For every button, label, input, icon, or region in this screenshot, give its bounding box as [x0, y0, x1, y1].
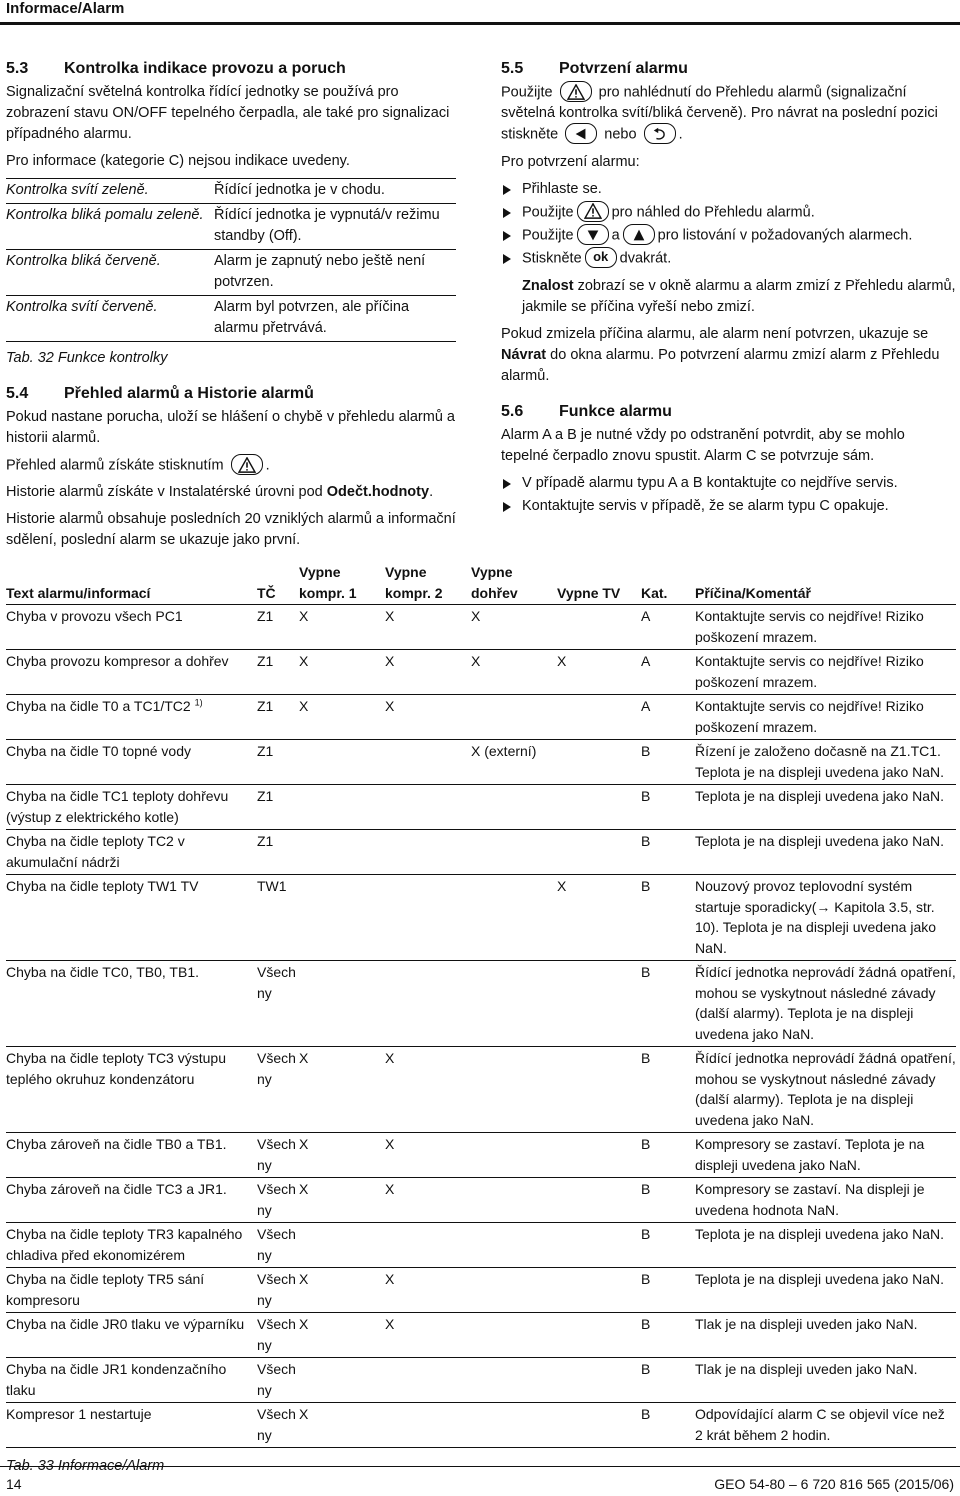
table-row [6, 695, 956, 740]
table-cell: TW1 [257, 875, 299, 961]
right-column [501, 58, 956, 523]
table-row [6, 1403, 956, 1448]
alarm-table [6, 562, 956, 1448]
table-cell: Teplota je na displeji uvedena jako NaN. [695, 1268, 956, 1313]
table-cell: Chyba v provozu všech PC1 [6, 605, 257, 650]
s55-paragraph-2: Pro potvrzení alarmu: [501, 153, 640, 170]
table-cell: X [471, 650, 557, 695]
table-cell [557, 1313, 641, 1358]
table-cell: B [641, 875, 695, 961]
table-cell: Chyba na čidle JR0 tlaku ve výparníku [6, 1313, 257, 1358]
header-rule [0, 22, 960, 25]
table-cell: B [641, 785, 695, 830]
table-cell [299, 875, 385, 961]
indicator-row [6, 250, 456, 296]
table-cell [385, 875, 471, 961]
table-cell: Chyba provozu kompresor a dohřev [6, 650, 257, 695]
table-cell [385, 961, 471, 1047]
table-cell [471, 695, 557, 740]
running-header: Informace/Alarm [6, 0, 125, 17]
alarm-warning-icon [231, 454, 263, 475]
table-cell [299, 740, 385, 785]
table-cell: Chyba na čidle T0 topné vody [6, 740, 257, 785]
table-cell: Všech ny [257, 1223, 299, 1268]
column-header: Vypne kompr. 2 [385, 562, 471, 605]
ok-button-icon: ok [585, 247, 617, 268]
step-scroll: Použijte a pro listování v požadovaných alarmech. [501, 225, 956, 246]
table-cell: Teplota je na displeji uvedena jako NaN. [695, 830, 956, 875]
column-header: Vypne dohřev [471, 562, 557, 605]
indicator-meaning: Řídící jednotka je vypnutá/v režimu standby (Off). [214, 204, 456, 250]
document-id: GEO 54-80 – 6 720 816 565 (2015/06) [714, 1476, 954, 1492]
step-open-overview: Použijte pro náhled do Přehledu alarmů. [501, 202, 956, 223]
table-cell: X [385, 1268, 471, 1313]
table-cell: Z1 [257, 785, 299, 830]
table-cell: Z1 [257, 695, 299, 740]
table-cell: X [299, 1313, 385, 1358]
table-cell: X [299, 1047, 385, 1133]
table-cell: B [641, 1403, 695, 1448]
table-cell [299, 830, 385, 875]
down-arrow-icon [577, 224, 609, 245]
table-cell: Tlak je na displeji uveden jako NaN. [695, 1358, 956, 1403]
s55-steps [501, 179, 956, 270]
table-cell [557, 1358, 641, 1403]
table-cell [471, 785, 557, 830]
left-column [6, 58, 456, 557]
return-icon [644, 123, 676, 144]
table-cell: Kompresory se zastaví. Na displeji je uvedena hodnota NaN. [695, 1178, 956, 1223]
table-cell [299, 785, 385, 830]
column-header: Vypne TV [557, 562, 641, 605]
indicator-row [6, 296, 456, 342]
table-cell [557, 1268, 641, 1313]
table-cell: X [385, 695, 471, 740]
table-cell [557, 740, 641, 785]
table-cell: B [641, 1223, 695, 1268]
column-header: TČ [257, 562, 299, 605]
s55-paragraph-3: Pokud zmizela příčina alarmu, ale alarm není potvrzen, ukazuje se Návrat do okna alarmu. Po potvrzení alarmu zmizí alarm z Přehledu alarmů. [501, 325, 940, 384]
section-5-5-heading: 5.5 Potvrzení alarmu [501, 60, 688, 77]
table-cell [385, 1403, 471, 1448]
s55-note: Znalost zobrazí se v okně alarmu a alarm zmizí z Přehledu alarmů, jakmile se příčina vyřeší nebo zmizí. [522, 277, 956, 315]
table-cell: Kontaktujte servis co nejdříve! Riziko poškození mrazem. [695, 650, 956, 695]
indicator-state: Kontrolka svítí zeleně. [6, 179, 214, 204]
table-cell: Z1 [257, 740, 299, 785]
table-cell: Teplota je na displeji uvedena jako NaN. [695, 785, 956, 830]
table-cell: Chyba na čidle TC1 teploty dohřevu (výstup z elektrického kotle) [6, 785, 257, 830]
table-cell: B [641, 1178, 695, 1223]
table-cell: A [641, 695, 695, 740]
footer-rule [0, 1466, 960, 1467]
table-cell [557, 1223, 641, 1268]
section-5-3-heading: 5.3 Kontrolka indikace provozu a poruch [6, 60, 346, 77]
table-cell: A [641, 650, 695, 695]
table-cell [557, 605, 641, 650]
table-cell: Chyba na čidle teploty TW1 TV [6, 875, 257, 961]
table-row [6, 650, 956, 695]
table-cell: Nouzový provoz teplovodní systém startuje sporadicky(→ Kapitola 3.5, str. 10). Teplota je na displeji uvedena jako NaN. [695, 875, 956, 961]
table-cell: Všech ny [257, 1047, 299, 1133]
table-cell [471, 1047, 557, 1133]
table-cell: X (externí) [471, 740, 557, 785]
table-cell: Chyba na čidle T0 a TC1/TC2 $^{1)}$ [6, 695, 257, 740]
table-row [6, 605, 956, 650]
table-row [6, 1358, 956, 1403]
table-cell: Chyba na čidle teploty TC3 výstupu teplého okruhuz kondenzátoru [6, 1047, 257, 1133]
table-cell [471, 1313, 557, 1358]
table-cell [471, 1178, 557, 1223]
column-header: Kat. [641, 562, 695, 605]
table-cell: X [299, 605, 385, 650]
table-cell: B [641, 961, 695, 1047]
indicator-row [6, 179, 456, 204]
table-cell: X [385, 605, 471, 650]
table-cell: B [641, 1133, 695, 1178]
table-cell: X [557, 650, 641, 695]
table-cell: Všech ny [257, 1403, 299, 1448]
section-5-6-heading: 5.6 Funkce alarmu [501, 402, 672, 420]
s56-list [501, 473, 956, 517]
table-cell: X [385, 1313, 471, 1358]
table-cell: Všech ny [257, 961, 299, 1047]
table-row [6, 740, 956, 785]
table-row [6, 875, 956, 961]
alarm-table-header [6, 562, 956, 605]
table-row [6, 1047, 956, 1133]
table-cell [557, 1178, 641, 1223]
s54-paragraph-2: Přehled alarmů získáte stisknutím . [6, 455, 456, 476]
table-cell [557, 785, 641, 830]
table-cell: X [557, 875, 641, 961]
s56-paragraph-1: Alarm A a B je nutné vždy po odstranění potvrdit, aby se mohlo tepelné čerpadlo znovu spustit. Alarm C se potvrzuje sám. [501, 426, 905, 464]
table-cell: Řídící jednotka neprovádí žádná opatření, mohou se vyskytnout následné závady (další alarmy). Teplota je na displeji uvedena jako NaN. [695, 961, 956, 1047]
alarm-warning-icon [560, 81, 592, 102]
table-cell: Chyba na čidle teploty TR3 kapalného chladiva před ekonomizérem [6, 1223, 257, 1268]
table-row [6, 1268, 956, 1313]
table-cell: X [385, 650, 471, 695]
table-cell: X [299, 1403, 385, 1448]
table-cell: Chyba na čidle JR1 kondenzačního tlaku [6, 1358, 257, 1403]
s54-paragraph-4: Historie alarmů obsahuje posledních 20 vzniklých alarmů a informační sdělení, poslední alarm se ukazuje jako první. [6, 511, 456, 549]
alarm-table-wrap [6, 562, 956, 1491]
table-row [6, 785, 956, 830]
table-cell: Z1 [257, 650, 299, 695]
table-cell: B [641, 740, 695, 785]
table-cell [557, 695, 641, 740]
table-cell: B [641, 1358, 695, 1403]
table-cell: X [471, 605, 557, 650]
table-cell [385, 740, 471, 785]
table-cell [471, 875, 557, 961]
page-number: 14 [6, 1476, 22, 1492]
table-cell [557, 830, 641, 875]
table-cell [557, 1403, 641, 1448]
table-row [6, 1313, 956, 1358]
table-cell: Chyba zároveň na čidle TB0 a TB1. [6, 1133, 257, 1178]
s53-paragraph-2: Pro informace (kategorie C) nejsou indikace uvedeny. [6, 153, 350, 169]
table-row [6, 830, 956, 875]
table-cell [385, 1223, 471, 1268]
table-cell: Všech ny [257, 1268, 299, 1313]
table-cell: Z1 [257, 830, 299, 875]
table-cell [557, 961, 641, 1047]
up-arrow-icon [623, 224, 655, 245]
table-cell [557, 1133, 641, 1178]
table-cell: X [299, 1133, 385, 1178]
table-cell: Kontaktujte servis co nejdříve! Riziko poškození mrazem. [695, 695, 956, 740]
footnote-mark: 1) [194, 697, 203, 708]
table-cell: B [641, 1047, 695, 1133]
table-cell: B [641, 830, 695, 875]
table-cell: X [299, 1268, 385, 1313]
column-header: Vypne kompr. 1 [299, 562, 385, 605]
alarm-warning-icon [577, 201, 609, 222]
table-cell: Chyba zároveň na čidle TC3 a JR1. [6, 1178, 257, 1223]
indicator-meaning: Řídící jednotka je v chodu. [214, 179, 456, 204]
table-cell [471, 1223, 557, 1268]
table-cell [299, 1358, 385, 1403]
table-cell: A [641, 605, 695, 650]
table-row [6, 1223, 956, 1268]
s56-item-1: V případě alarmu typu A a B kontaktujte co nejdříve servis. [501, 473, 956, 494]
s55-paragraph-1: Použijte pro nahlédnutí do Přehledu alarmů (signalizační světelná kontrolka svítí/bliká červeně). Pro návrat na poslední pozici stiskněte nebo . [501, 82, 956, 146]
table-cell [385, 830, 471, 875]
table-cell: X [299, 650, 385, 695]
table-cell [471, 1403, 557, 1448]
s54-paragraph-3: Historie alarmů získáte v Instalatérské úrovni pod Odečt.hodnoty. [6, 484, 434, 501]
table-33-caption: Tab. 33 Informace/Alarm [6, 1458, 165, 1474]
table-row [6, 961, 956, 1047]
table-cell: Kontaktujte servis co nejdříve! Riziko poškození mrazem. [695, 605, 956, 650]
table-cell: B [641, 1313, 695, 1358]
table-cell: Všech ny [257, 1313, 299, 1358]
indicator-state: Kontrolka bliká pomalu zeleně. [6, 204, 214, 250]
indicator-table [6, 178, 456, 342]
s54-paragraph-1: Pokud nastane porucha, uloží se hlášení o chybě v přehledu alarmů a historii alarmů. [6, 409, 455, 446]
table-cell [471, 830, 557, 875]
table-cell [385, 785, 471, 830]
table-cell: Chyba na čidle TC0, TB0, TB1. [6, 961, 257, 1047]
table-cell: Teplota je na displeji uvedena jako NaN. [695, 1223, 956, 1268]
table-cell: Všech ny [257, 1358, 299, 1403]
indicator-meaning: Alarm byl potvrzen, ale příčina alarmu přetrvává. [214, 296, 456, 342]
s53-paragraph-1: Signalizační světelná kontrolka řídící jednotky se používá pro zobrazení stavu ON/OFF tepelného čerpadla, ale také pro signalizaci případného alarmu. [6, 84, 450, 142]
table-32-caption: Tab. 32 Funkce kontrolky [6, 350, 168, 366]
table-cell: X [385, 1047, 471, 1133]
indicator-state: Kontrolka bliká červeně. [6, 250, 214, 296]
table-cell: Řídící jednotka neprovádí žádná opatření, mohou se vyskytnout následné závady (další alarmy). Teplota je na displeji uvedena jako NaN. [695, 1047, 956, 1133]
indicator-row [6, 204, 456, 250]
left-arrow-icon [565, 123, 597, 144]
column-header: Příčina/Komentář [695, 562, 956, 605]
table-cell: Z1 [257, 605, 299, 650]
table-cell [471, 1358, 557, 1403]
indicator-state: Kontrolka svítí červeně. [6, 296, 214, 342]
column-header: Text alarmu/informací [6, 562, 257, 605]
table-cell: X [385, 1133, 471, 1178]
table-cell: X [299, 695, 385, 740]
table-cell [299, 961, 385, 1047]
s56-item-2: Kontaktujte servis v případě, že se alarm typu C opakuje. [501, 496, 956, 517]
table-cell: Všech ny [257, 1178, 299, 1223]
table-cell [471, 961, 557, 1047]
table-cell [471, 1268, 557, 1313]
table-cell: Chyba na čidle teploty TR5 sání kompresoru [6, 1268, 257, 1313]
table-cell: Všech ny [257, 1133, 299, 1178]
table-cell: B [641, 1268, 695, 1313]
table-row [6, 1133, 956, 1178]
table-row [6, 1178, 956, 1223]
table-cell: X [299, 1178, 385, 1223]
table-cell [385, 1358, 471, 1403]
table-cell: X [385, 1178, 471, 1223]
indicator-meaning: Alarm je zapnutý nebo ještě není potvrzen. [214, 250, 456, 296]
step-press-ok: Stiskněte ok dvakrát. [501, 248, 956, 269]
table-cell: Kompresory se zastaví. Teplota je na displeji uvedena jako NaN. [695, 1133, 956, 1178]
table-cell [557, 1047, 641, 1133]
table-cell [299, 1223, 385, 1268]
section-5-4-heading: 5.4 Přehled alarmů a Historie alarmů [6, 385, 314, 402]
table-cell: Kompresor 1 nestartuje [6, 1403, 257, 1448]
table-cell: Tlak je na displeji uveden jako NaN. [695, 1313, 956, 1358]
table-cell: Chyba na čidle teploty TC2 v akumulační nádrži [6, 830, 257, 875]
step-login: Přihlaste se. [501, 179, 956, 200]
table-cell: Řízení je založeno dočasně na Z1.TC1. Teplota je na displeji uvedena jako NaN. [695, 740, 956, 785]
table-cell: Odpovídající alarm C se objevil více než 2 krát během 2 hodin. [695, 1403, 956, 1448]
table-cell [471, 1133, 557, 1178]
